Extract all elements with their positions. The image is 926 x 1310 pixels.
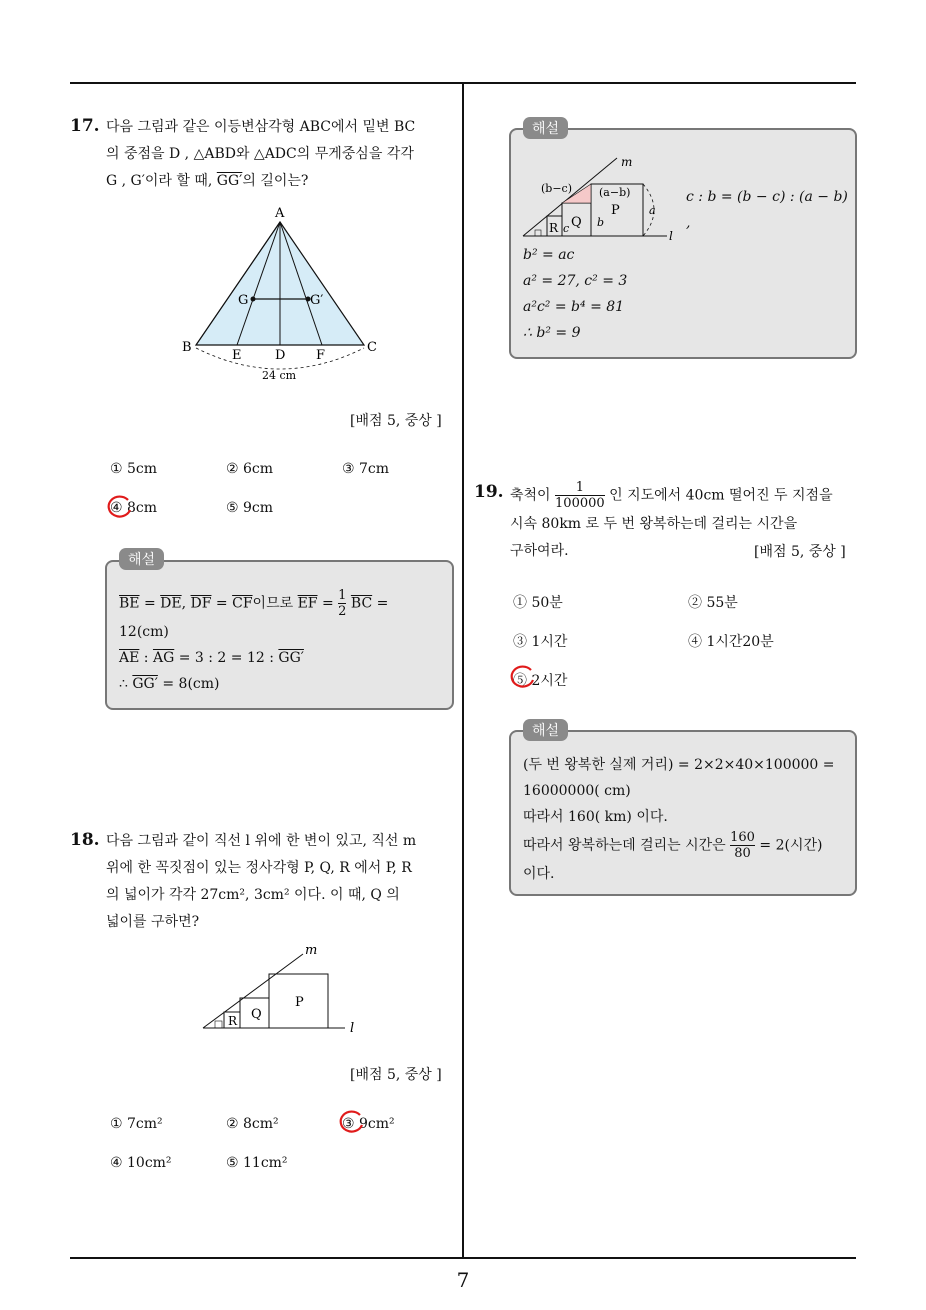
label-q: Q [251, 1007, 262, 1022]
q18-number: 18. [70, 830, 100, 850]
q17-choice-2[interactable]: ② 6cm [226, 461, 274, 477]
label-e: E [232, 348, 242, 363]
q19-solution-tag: 해설 [523, 719, 568, 741]
q17-solution-box [105, 560, 454, 710]
q17-choice-3[interactable]: ③ 7cm [342, 461, 390, 477]
svg-text:P: P [611, 203, 620, 218]
label-g-prime: G′ [310, 293, 324, 308]
q18-choice-1[interactable]: ① 7cm² [110, 1116, 163, 1132]
label-b: B [182, 340, 192, 355]
q17-choice-4[interactable]: ④ 8cm [110, 500, 158, 516]
q19-choice-1[interactable]: ① 50분 [513, 595, 563, 611]
q17-number: 17. [70, 116, 100, 136]
label-f: F [316, 348, 326, 363]
q17-solution-tag: 해설 [119, 548, 164, 570]
q17-text: 다음 그림과 같은 이등변삼각형 ABC에서 밑변 BC 의 중점을 D , △ABD와 △ADC의 무게중심을 각각 G , G′이라 할 때, GG′의 길이는? [106, 119, 416, 189]
svg-text:m: m [621, 155, 633, 169]
q19-solution-text: (두 번 왕복한 실제 거리) = 2×2×40×100000 = 16000000( cm) 따라서 160( km) 이다. 따라서 왕복하는데 걸리는 시간은 $\frac{160}{80}$ = 2(시간) 이다. [523, 757, 835, 882]
svg-text:b: b [597, 216, 605, 229]
q19-answer-circle [507, 664, 537, 692]
q18-solution-ratio: c : b = (b − c) : (a − b) , [686, 189, 848, 231]
svg-text:l: l [669, 229, 673, 243]
svg-text:R: R [549, 221, 559, 235]
q19-text: 축척이 $\frac{1}{100000}$ 인 지도에서 40cm 떨어진 두 지점을 시속 80km 로 두 번 왕복하는데 걸리는 시간을 구하여라. [510, 480, 833, 559]
q18-squares-figure [195, 940, 370, 1040]
q17-triangle-figure [170, 200, 400, 390]
point-g [251, 297, 256, 302]
label-r: R [228, 1014, 238, 1028]
svg-text:c: c [563, 222, 570, 235]
column-divider [462, 83, 464, 1258]
q18-choice-5[interactable]: ⑤ 11cm² [226, 1155, 288, 1171]
q18-score: [배점 5, 중상 ] [350, 1067, 442, 1083]
q18-solution-figure [517, 148, 687, 248]
q19-choice-2[interactable]: ② 55분 [688, 595, 738, 611]
q17-score: [배점 5, 중상 ] [350, 413, 442, 429]
q18-solution-box [509, 128, 857, 359]
bottom-rule [70, 1257, 856, 1259]
q19-score: [배점 5, 중상 ] [754, 544, 846, 560]
label-g: G [238, 293, 249, 308]
label-l: l [350, 1021, 355, 1036]
q18-solution-text: b² = ac a² = 27, c² = 3 a²c² = b⁴ = 81 ∴ b² = 9 [523, 247, 628, 341]
q19-choice-5[interactable]: ⑤ 2시간 [513, 673, 568, 689]
svg-text:(a−b): (a−b) [599, 186, 631, 199]
label-a: A [275, 206, 285, 221]
q17-choice-1[interactable]: ① 5cm [110, 461, 158, 477]
q18-choice-2[interactable]: ② 8cm² [226, 1116, 279, 1132]
q17-answer-circle [104, 494, 134, 522]
q19-choice-3[interactable]: ③ 1시간 [513, 634, 568, 650]
label-m: m [305, 943, 318, 958]
q18-choice-4[interactable]: ④ 10cm² [110, 1155, 172, 1171]
svg-text:(b−c): (b−c) [541, 182, 573, 195]
q18-answer-circle [336, 1109, 366, 1137]
label-p: P [295, 995, 304, 1010]
q19-solution-box [509, 730, 857, 896]
svg-text:Q: Q [571, 215, 582, 230]
q18-text: 다음 그림과 같이 직선 l 위에 한 변이 있고, 직선 m 위에 한 꼭짓점이 있는 정사각형 P, Q, R 에서 P, R 의 넓이가 각각 27cm², 3cm² 이다. 이 때, Q 의 넓이를 구하면? [106, 833, 417, 930]
q17-choice-5[interactable]: ⑤ 9cm [226, 500, 274, 516]
page-number: 7 [456, 1268, 470, 1292]
svg-text:a: a [649, 204, 656, 217]
q19-number: 19. [474, 482, 504, 502]
label-base-length: 24 cm [262, 369, 297, 382]
q18-choice-3[interactable]: ③ 9cm² [342, 1116, 395, 1132]
q18-solution-tag: 해설 [523, 117, 568, 139]
label-c: C [367, 340, 377, 355]
q17-solution-text: $\overline{BE} = \overline{DE}$, $\overline{DF} = \overline{CF}$이므로 $\overline{EF}$ = $\frac{1}{2}$ $\overline{BC}$ = 12(cm) $\overline{AE}$ : $\overline{AG} = 3$ : 2 = 12 : GG′ ∴ GG′ = 8(cm) [119, 588, 389, 692]
label-d: D [275, 348, 286, 363]
q19-choice-4[interactable]: ④ 1시간20분 [688, 634, 774, 650]
